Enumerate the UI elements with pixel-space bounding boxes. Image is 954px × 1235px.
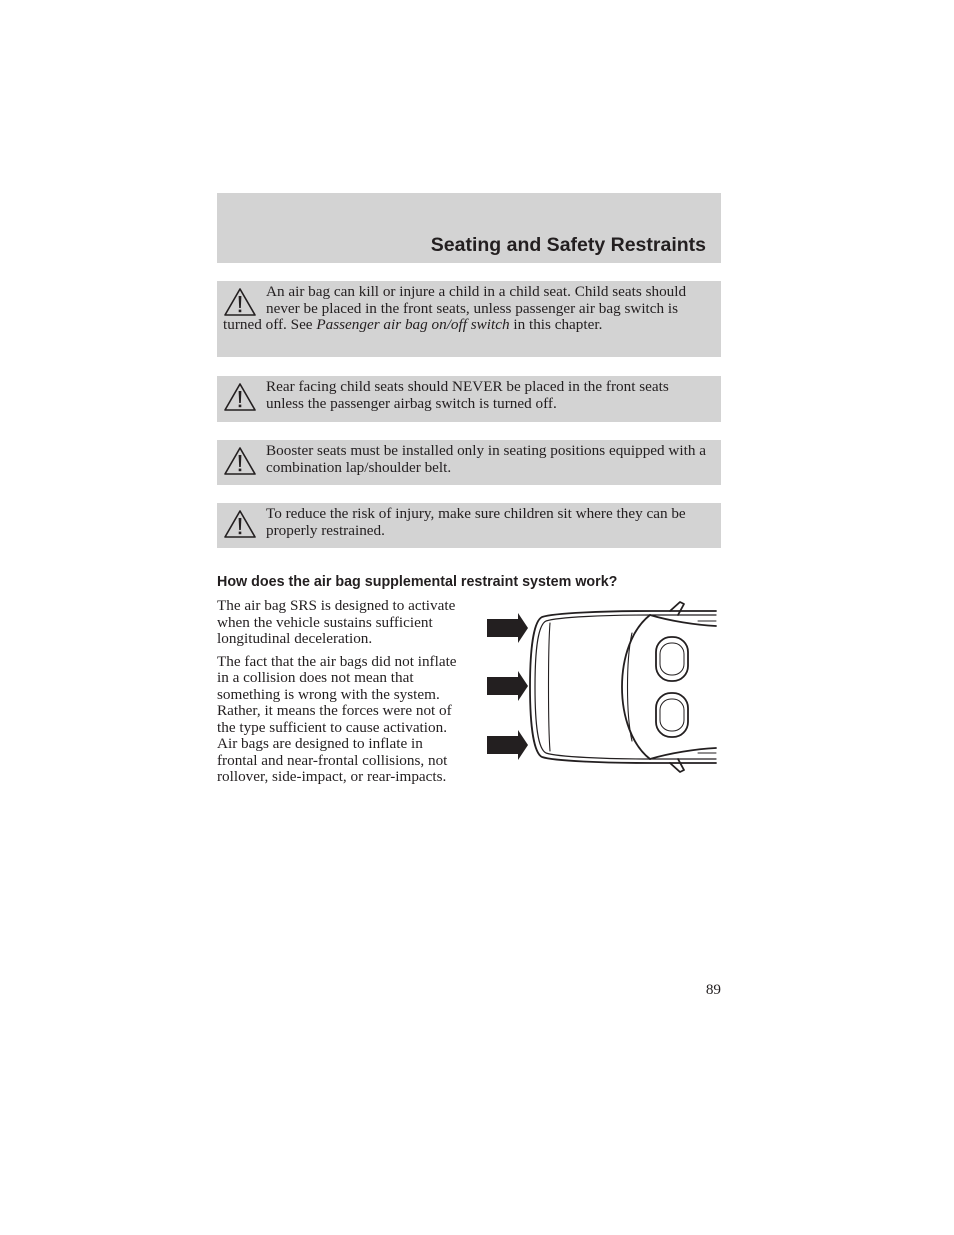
warning-triangle-icon [223,382,257,412]
page-title: Seating and Safety Restraints [430,234,706,256]
impact-arrow [487,613,528,643]
impact-arrow [487,730,528,760]
cross-reference: Passenger air bag on/off switch [316,316,510,333]
impact-arrow [487,671,528,701]
warning-box-restrain-children [217,503,721,548]
paragraph: The fact that the air bags did not inflate in a collision does not mean that something is wrong with the system. Rather, it means the forces were not of the type sufficient to cause activation. Air bags are designed to inflate in frontal and near-frontal collisions, not rollover, side-impact, or rear-impacts. [217,652,457,785]
warning-text: Rear facing child seats should NEVER be placed in the front seats unless the passenger airbag switch is turned off. [266,378,669,412]
body-text [217,598,467,792]
page-number: 89 [705,981,721,998]
section-heading: How does the air bag supplemental restraint system work? [217,574,618,590]
warning-text: To reduce the risk of injury, make sure children sit where they can be properly restrained. [266,505,686,539]
warning-triangle-icon [223,446,257,476]
warning-text: Booster seats must be installed only in seating positions equipped with a combination lap/shoulder belt. [266,442,706,476]
section-header [217,193,721,263]
frontal-impact-car-diagram [484,599,720,777]
warning-box-child-seat-airbag [217,281,721,357]
warning-box-rear-facing [217,376,721,422]
warning-triangle-icon [223,287,257,317]
warning-text: An air bag can kill or injure a child in a child seat. Child seats should never be placed in the front seats, unless passenger air bag switch is turned off. See Passenger air bag on/off switch in this chapter. [223,283,687,333]
warning-triangle-icon [223,509,257,539]
paragraph: The air bag SRS is designed to activate when the vehicle sustains sufficient longitudinal deceleration. [217,597,456,647]
warning-box-booster-seats [217,440,721,485]
